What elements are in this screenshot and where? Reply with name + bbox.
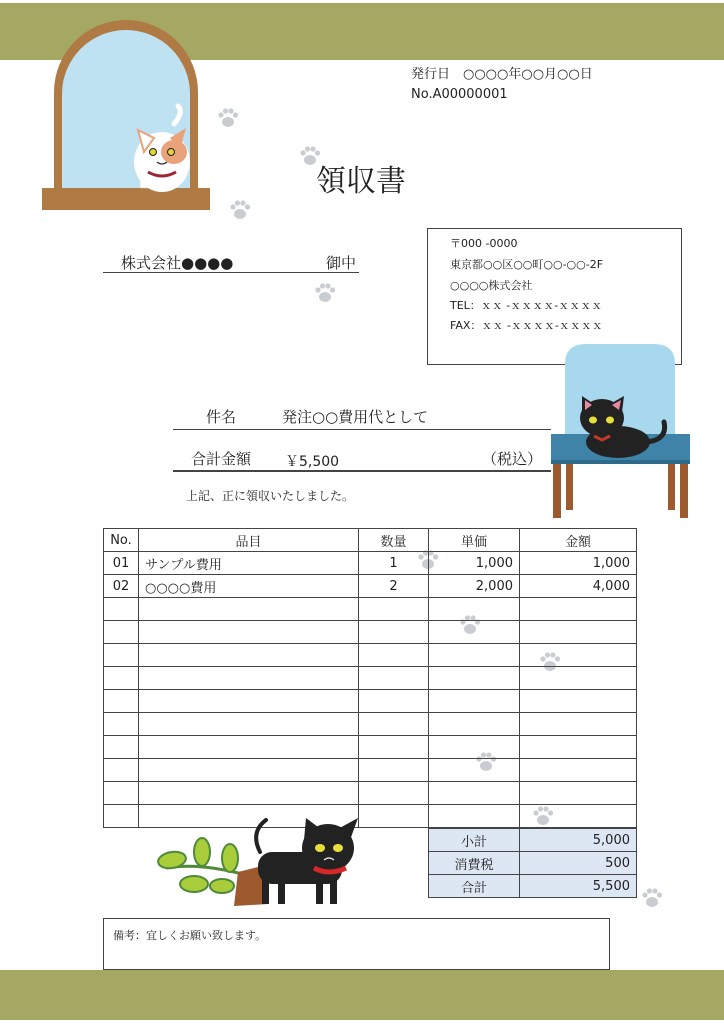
recipient-honorific: 御中 — [326, 254, 357, 272]
cell-price: 1,000 — [429, 552, 520, 575]
cell-empty — [359, 644, 429, 667]
cell-empty — [520, 805, 637, 828]
cell-empty — [104, 621, 139, 644]
total-label: 合計金額 — [191, 450, 252, 468]
summary-row-subtotal — [429, 829, 637, 852]
cell-empty — [104, 598, 139, 621]
cell-empty — [104, 713, 139, 736]
cell-empty — [359, 621, 429, 644]
cell-empty — [520, 598, 637, 621]
table-row-empty — [104, 598, 637, 621]
table-row-empty — [104, 644, 637, 667]
receipt-statement: 上記、正に領収いたしました。 — [186, 489, 355, 503]
cell-empty — [359, 690, 429, 713]
cat-plant-illustration — [150, 812, 365, 912]
empty-rows — [104, 598, 637, 828]
cell-empty — [359, 736, 429, 759]
col-header-qty: 数量 — [359, 529, 429, 552]
cell-empty — [139, 713, 359, 736]
cell-empty — [520, 759, 637, 782]
paw-print-icon — [315, 283, 335, 302]
subject-underline — [173, 429, 551, 430]
col-header-no: No. — [104, 529, 139, 552]
tax-value: 500 — [520, 852, 637, 875]
col-header-price: 単価 — [429, 529, 520, 552]
cell-empty — [429, 598, 520, 621]
summary-row-total — [429, 875, 637, 898]
tax-note: （税込） — [482, 450, 543, 468]
summary-row-tax — [429, 852, 637, 875]
chair-cat-illustration — [546, 342, 696, 522]
table-row-empty — [104, 759, 637, 782]
table-header-row — [104, 529, 637, 552]
issuer-fax: FAX：ｘｘ -ｘｘｘｘ-ｘｘｘｘ — [450, 319, 603, 332]
recipient-underline — [103, 272, 359, 273]
cell-empty — [104, 805, 139, 828]
cell-empty — [139, 736, 359, 759]
cell-empty — [359, 598, 429, 621]
subtotal-value: 5,000 — [520, 829, 637, 852]
cell-empty — [520, 644, 637, 667]
cell-empty — [429, 621, 520, 644]
cell-empty — [429, 713, 520, 736]
paw-print-icon — [642, 888, 662, 907]
cell-qty: 1 — [359, 552, 429, 575]
cell-empty — [429, 782, 520, 805]
table-row — [104, 575, 637, 598]
cell-empty — [520, 736, 637, 759]
cell-empty — [520, 713, 637, 736]
cell-item: ○○○○費用 — [139, 575, 359, 598]
cell-empty — [359, 805, 429, 828]
cell-empty — [359, 782, 429, 805]
cell-qty: 2 — [359, 575, 429, 598]
grand-total-label: 合計 — [429, 875, 520, 898]
cell-no: 02 — [104, 575, 139, 598]
issuer-postal: 〒000 -0000 — [450, 237, 518, 250]
issuer-tel: TEL：ｘｘ -ｘｘｘｘ-ｘｘｘｘ — [450, 299, 603, 312]
cell-empty — [429, 759, 520, 782]
cell-empty — [520, 782, 637, 805]
paw-print-icon — [218, 108, 238, 127]
recipient-name: 株式会社●●●● — [121, 254, 234, 272]
cell-empty — [429, 805, 520, 828]
remarks-box — [103, 918, 610, 970]
items-table — [103, 528, 637, 828]
grand-total-value: 5,500 — [520, 875, 637, 898]
subject-value: 発注○○費用代として — [282, 408, 429, 426]
cell-empty — [520, 690, 637, 713]
issue-date: 発行日 ○○○○年○○月○○日 — [411, 67, 593, 82]
table-row — [104, 552, 637, 575]
cell-empty — [104, 759, 139, 782]
cell-amount: 1,000 — [520, 552, 637, 575]
tax-label: 消費税 — [429, 852, 520, 875]
cell-item: サンプル費用 — [139, 552, 359, 575]
cell-empty — [359, 713, 429, 736]
cell-empty — [104, 782, 139, 805]
table-row-empty — [104, 690, 637, 713]
cell-empty — [429, 667, 520, 690]
page-title: 領収書 — [316, 164, 406, 199]
cell-empty — [104, 736, 139, 759]
total-underline — [173, 470, 551, 472]
cell-empty — [139, 644, 359, 667]
table-row-empty — [104, 713, 637, 736]
issuer-company: ○○○○株式会社 — [450, 279, 533, 292]
cell-empty — [104, 644, 139, 667]
cell-empty — [429, 690, 520, 713]
cell-price: 2,000 — [429, 575, 520, 598]
paw-print-icon — [230, 200, 250, 219]
cell-empty — [139, 598, 359, 621]
subject-label: 件名 — [206, 408, 237, 426]
cell-empty — [359, 759, 429, 782]
cell-no: 01 — [104, 552, 139, 575]
cell-empty — [139, 759, 359, 782]
cell-empty — [520, 621, 637, 644]
remarks-text: 備考：宜しくお願い致します。 — [113, 929, 267, 942]
cell-empty — [139, 690, 359, 713]
cell-empty — [104, 667, 139, 690]
col-header-item: 品目 — [139, 529, 359, 552]
total-amount: ￥5,500 — [285, 454, 340, 470]
table-row-empty — [104, 667, 637, 690]
cell-empty — [104, 690, 139, 713]
cell-amount: 4,000 — [520, 575, 637, 598]
cell-empty — [359, 667, 429, 690]
cell-empty — [139, 621, 359, 644]
summary-table — [428, 828, 637, 898]
cell-empty — [429, 736, 520, 759]
table-row-empty — [104, 782, 637, 805]
document-number: No.A00000001 — [411, 87, 508, 102]
issuer-address: 東京都○○区○○町○○-○○-2F — [450, 258, 604, 271]
col-header-amount: 金額 — [520, 529, 637, 552]
subtotal-label: 小計 — [429, 829, 520, 852]
cell-empty — [429, 644, 520, 667]
cell-empty — [520, 667, 637, 690]
cell-empty — [139, 782, 359, 805]
table-row-empty — [104, 621, 637, 644]
table-row-empty — [104, 736, 637, 759]
cell-empty — [139, 667, 359, 690]
